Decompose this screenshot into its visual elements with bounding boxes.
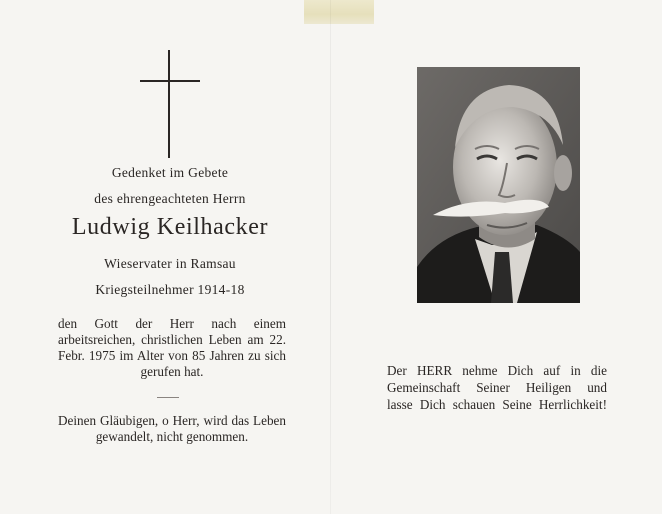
- quote-line-1: Der HERR nehme Dich auf in die: [387, 363, 607, 378]
- tape-residue: [304, 0, 374, 24]
- quote-line-2: Gemeinschaft Seiner Heiligen und: [387, 380, 607, 395]
- quote-line-3: lasse Dich schauen Seine Herrlichkeit!: [387, 397, 607, 412]
- header-line-1: Gedenket im Gebete: [111, 165, 229, 180]
- death-text: den Gott der Herr nach einem arbeitsreichen, christlichen Leben am 22. Febr. 1975 im Alter von 85 Jahren zu sich gerufen hat.: [58, 316, 286, 379]
- deceased-name: Ludwig Keilhacker: [71, 214, 269, 240]
- fold-line: [330, 0, 331, 514]
- occupation: Wieservater in Ramsau: [104, 256, 236, 271]
- portrait-illustration: [417, 67, 580, 303]
- veteran-note: Kriegsteilnehmer 1914-18: [95, 282, 245, 297]
- portrait-photo: [417, 67, 580, 303]
- bible-quote: [387, 362, 607, 413]
- prayer-text: Deinen Gläubigen, o Herr, wird das Leben gewandelt, nicht genommen.: [58, 413, 286, 444]
- cross-icon: [140, 50, 200, 160]
- separator: [157, 397, 179, 398]
- header-line-2: des ehrengeachteten Herrn: [94, 191, 246, 206]
